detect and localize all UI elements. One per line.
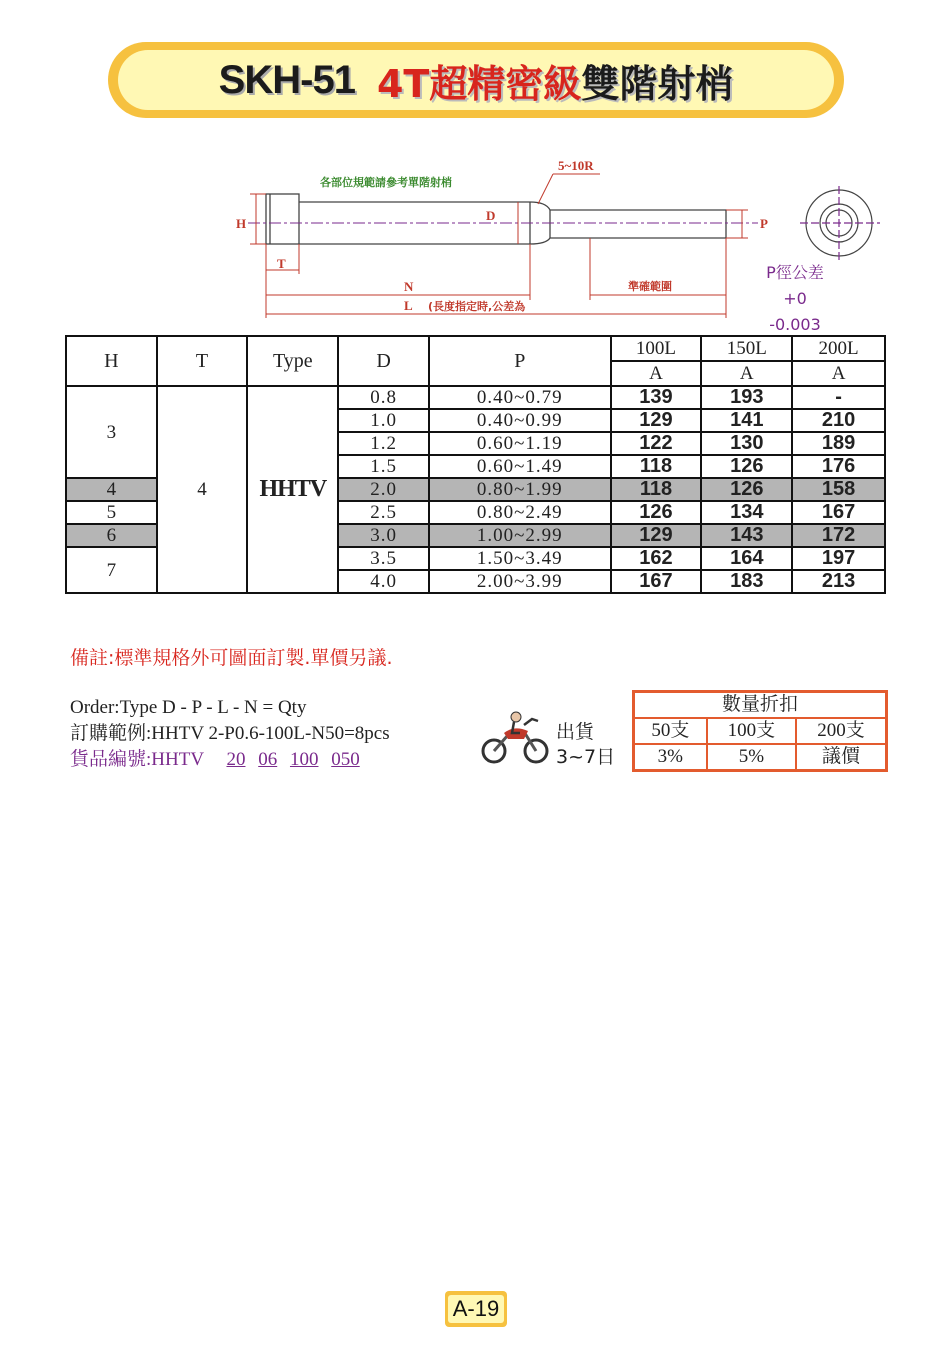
cell-price-100l: 118 <box>611 455 702 478</box>
subheader-a: A <box>611 361 702 386</box>
cell-price-100l: 118 <box>611 478 702 501</box>
discount-rate: 議價 <box>796 744 886 771</box>
cell-price-200l: 189 <box>792 432 885 455</box>
cell-p: 1.50~3.49 <box>429 547 611 570</box>
cell-h: 6 <box>66 524 157 547</box>
subheader-a: A <box>792 361 885 386</box>
item-code-n: 050 <box>331 749 360 770</box>
cell-d: 1.0 <box>338 409 429 432</box>
item-code-l: 100 <box>289 749 319 770</box>
discount-rate-row <box>634 744 887 771</box>
cell-price-150l: 183 <box>701 570 792 593</box>
cell-d: 1.2 <box>338 432 429 455</box>
cell-price-100l: 129 <box>611 409 702 432</box>
shipping-info <box>556 720 615 770</box>
cell-price-150l: 126 <box>701 478 792 501</box>
p-tolerance-plus: +0 <box>783 289 807 308</box>
label-p: P <box>760 216 768 231</box>
cell-p: 0.40~0.99 <box>429 409 611 432</box>
cell-d: 2.5 <box>338 501 429 524</box>
item-code-p: 06 <box>258 749 278 770</box>
cell-d: 2.0 <box>338 478 429 501</box>
cell-price-100l: 122 <box>611 432 702 455</box>
title-product-name <box>377 53 733 108</box>
header-t: T <box>157 336 248 386</box>
cell-price-200l: - <box>792 386 885 409</box>
cell-d: 3.0 <box>338 524 429 547</box>
cell-p: 0.60~1.19 <box>429 432 611 455</box>
p-tolerance-title: P徑公差 <box>766 263 824 282</box>
cell-d: 3.5 <box>338 547 429 570</box>
header-p: P <box>429 336 611 386</box>
header-200l: 200L <box>792 336 885 361</box>
cell-d: 0.8 <box>338 386 429 409</box>
discount-qty: 100支 <box>707 718 796 744</box>
pin-head <box>266 194 299 244</box>
cell-d: 4.0 <box>338 570 429 593</box>
page-number <box>445 1291 507 1327</box>
cell-h: 7 <box>66 547 157 593</box>
discount-qty: 200支 <box>796 718 886 744</box>
end-view-icon <box>800 186 880 260</box>
title-name-dark: 雙階射梢 <box>581 61 734 106</box>
cell-price-200l: 167 <box>792 501 885 524</box>
table-row <box>66 386 885 409</box>
cell-p: 1.00~2.99 <box>429 524 611 547</box>
header-150l: 150L <box>701 336 792 361</box>
item-number-label: 貨品編號:HHTV <box>70 749 204 770</box>
cell-price-200l: 172 <box>792 524 885 547</box>
cell-price-150l: 130 <box>701 432 792 455</box>
cell-price-200l: 213 <box>792 570 885 593</box>
precision-range-label: 準確範圍 <box>628 280 672 293</box>
order-formula: Order:Type D - P - L - N = Qty <box>70 697 307 718</box>
item-code-d: 20 <box>226 749 246 770</box>
remark-note: 備註:標準規格外可圖面訂製.單價另議. <box>70 647 393 669</box>
table-header-row <box>66 336 885 361</box>
label-d: D <box>486 208 496 223</box>
title-banner-inner <box>118 50 834 110</box>
p-tolerance-minus: -0.003 <box>769 315 821 334</box>
cell-price-100l: 139 <box>611 386 702 409</box>
shipping-days: 3~7日 <box>556 746 616 768</box>
label-t: T <box>277 256 286 271</box>
cell-p: 2.00~3.99 <box>429 570 611 593</box>
spec-table <box>65 335 886 594</box>
cell-h: 3 <box>66 386 157 478</box>
header-h: H <box>66 336 157 386</box>
discount-rate: 5% <box>707 744 796 771</box>
title-name-red: 4T超精密級 <box>376 61 582 106</box>
label-h: H <box>236 216 247 231</box>
cell-price-150l: 143 <box>701 524 792 547</box>
cell-price-150l: 141 <box>701 409 792 432</box>
label-l: L <box>404 298 413 313</box>
header-d: D <box>338 336 429 386</box>
cell-p: 0.80~1.99 <box>429 478 611 501</box>
p-tolerance-box <box>760 260 830 338</box>
cell-price-100l: 162 <box>611 547 702 570</box>
title-material-code: SKH-51 <box>218 57 355 102</box>
cell-price-150l: 126 <box>701 455 792 478</box>
cell-price-150l: 164 <box>701 547 792 570</box>
note-spec-reference: 各部位規範請參考單階射梢 <box>320 176 452 189</box>
discount-qty: 50支 <box>634 718 707 744</box>
order-info <box>70 695 390 773</box>
discount-title: 數量折扣 <box>634 692 887 719</box>
order-example: 訂購範例:HHTV 2-P0.6-100L-N50=8pcs <box>70 723 390 744</box>
discount-rate: 3% <box>634 744 707 771</box>
shipping-label: 出貨 <box>556 721 595 743</box>
cell-price-100l: 126 <box>611 501 702 524</box>
cell-price-150l: 134 <box>701 501 792 524</box>
cell-price-150l: 193 <box>701 386 792 409</box>
cell-price-200l: 176 <box>792 455 885 478</box>
label-radius: 5~10R <box>558 158 594 173</box>
cell-price-200l: 197 <box>792 547 885 570</box>
header-100l: 100L <box>611 336 702 361</box>
discount-title-row <box>634 692 887 719</box>
cell-h: 5 <box>66 501 157 524</box>
cell-price-100l: 167 <box>611 570 702 593</box>
cell-t: 4 <box>157 386 248 593</box>
cell-type: HHTV <box>247 386 338 593</box>
cell-h: 4 <box>66 478 157 501</box>
cell-p: 0.60~1.49 <box>429 455 611 478</box>
discount-qty-row <box>634 718 887 744</box>
quantity-discount-table <box>632 690 888 772</box>
header-type: Type <box>247 336 338 386</box>
cell-p: 0.40~0.79 <box>429 386 611 409</box>
cell-p: 0.80~2.49 <box>429 501 611 524</box>
cell-price-100l: 129 <box>611 524 702 547</box>
motorcycle-icon <box>480 705 550 767</box>
page-number-label: A-19 <box>448 1295 504 1323</box>
cell-price-200l: 210 <box>792 409 885 432</box>
label-n: N <box>404 279 414 294</box>
item-number-line <box>70 747 390 773</box>
title-banner <box>108 42 844 118</box>
cell-d: 1.5 <box>338 455 429 478</box>
subheader-a: A <box>701 361 792 386</box>
cell-price-200l: 158 <box>792 478 885 501</box>
length-tolerance-note: (長度指定時,公差為 <box>428 300 526 313</box>
